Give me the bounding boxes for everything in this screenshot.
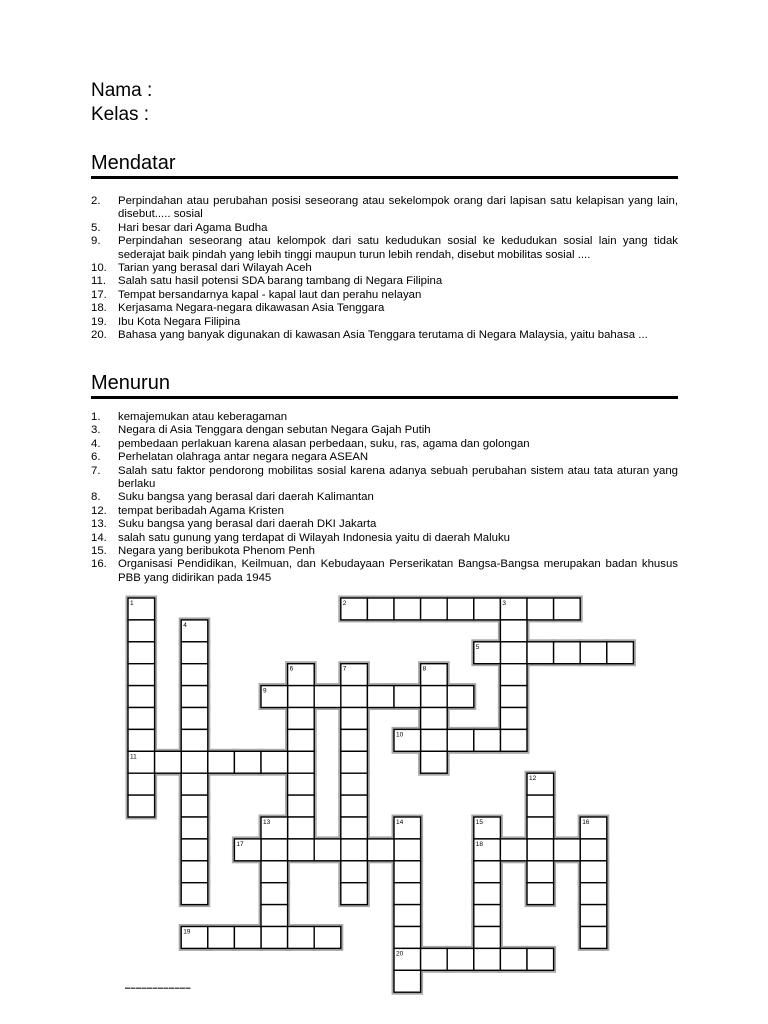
down-title: Menurun [91, 372, 170, 394]
grid-cell[interactable] [500, 839, 527, 861]
grid-clue-number: 20 [396, 950, 404, 958]
grid-cell[interactable] [527, 795, 554, 817]
clue-number: 10. [91, 262, 107, 275]
grid-cell[interactable] [607, 642, 634, 664]
grid-clue-number: 19 [183, 928, 191, 936]
across-title: Mendatar [91, 152, 176, 174]
grid-cell[interactable] [447, 948, 474, 970]
grid-cell[interactable] [181, 729, 208, 751]
clue-number: 19. [91, 315, 107, 328]
grid-clue-number: 14 [396, 819, 404, 826]
grid-cell[interactable] [181, 708, 208, 730]
grid-cell[interactable] [580, 883, 607, 905]
clue-text: Perhelatan olahraga antar negara negara ASEAN [118, 451, 369, 464]
grid-clue-number: 7 [342, 665, 347, 673]
clue-number: 13. [91, 518, 107, 531]
grid-cell[interactable] [500, 664, 527, 686]
clue-text: Suku bangsa yang berasal dari daerah Kalimantan [118, 491, 374, 504]
grid-cell[interactable] [181, 861, 208, 883]
grid-cell[interactable] [341, 686, 368, 708]
grid-cell[interactable] [341, 708, 368, 730]
clue-text: tempat beribadah Agama Kristen [118, 504, 284, 517]
grid-cell[interactable] [181, 642, 208, 664]
clue-text: Bahasa yang banyak digunakan di kawasan Asia Tenggara terutama di Negara Malaysia, yaitu bahasa ... [118, 329, 648, 342]
grid-cell[interactable] [447, 729, 474, 751]
grid-cell[interactable] [181, 686, 208, 708]
grid-cell[interactable] [421, 729, 448, 751]
grid-cell[interactable] [394, 598, 421, 620]
clue-number: 2. [91, 195, 101, 207]
grid-cell[interactable] [208, 751, 235, 773]
grid-cell[interactable] [261, 927, 288, 949]
grid-cell[interactable] [128, 708, 155, 730]
grid-cell[interactable] [128, 773, 155, 795]
grid-cell[interactable] [394, 861, 421, 883]
grid-cell[interactable] [181, 883, 208, 905]
grid-cell[interactable] [288, 773, 315, 795]
grid-cell[interactable] [500, 729, 527, 751]
grid-cell[interactable] [527, 642, 554, 664]
clue-number: 20. [91, 329, 107, 342]
grid-cell[interactable] [261, 861, 288, 883]
grid-cell[interactable] [128, 686, 155, 708]
grid-clue-number: 16 [582, 819, 590, 826]
grid-clue-number: 15 [475, 819, 484, 826]
grid-cell[interactable] [474, 598, 501, 620]
grid-cell[interactable] [128, 664, 155, 686]
grid-clue-number: 13 [263, 819, 271, 826]
clue-text: Suku bangsa yang berasal dari daerah DKI Jakarta [118, 518, 377, 531]
grid-clue-number: 1 [130, 600, 134, 607]
grid-cell[interactable] [128, 795, 155, 817]
clue-text: Salah satu faktor pendorong mobilitas sosial karena adanya sebuah perubahan sistem atau tata aturan yang berlaku [118, 464, 678, 491]
clue-text: Tarian yang berasal dari Wilayah Aceh [118, 262, 312, 275]
grid-cell[interactable] [527, 817, 554, 839]
clue-text: salah satu gunung yang terdapat di Wilayah Indonesia yaitu di daerah Maluku [118, 531, 510, 544]
grid-cell[interactable] [341, 795, 368, 817]
grid-cell[interactable] [341, 839, 368, 861]
grid-cell[interactable] [181, 664, 208, 686]
grid-cell[interactable] [500, 642, 527, 664]
grid-cell[interactable] [474, 927, 501, 949]
grid-cell[interactable] [341, 861, 368, 883]
grid-cell[interactable] [500, 686, 527, 708]
grid-cell[interactable] [341, 883, 368, 905]
grid-cell[interactable] [288, 751, 315, 773]
clue-number: 16. [91, 558, 107, 571]
clue-number: 12. [91, 504, 107, 517]
clue-text: Negara yang beribukota Phenom Penh [118, 545, 315, 558]
grid-cell[interactable] [367, 598, 394, 620]
grid-cell[interactable] [554, 598, 581, 620]
clue-number: 8. [91, 491, 101, 504]
grid-cell[interactable] [421, 708, 448, 730]
footer-watermark: ▬▬▬▬▬▬▬▬▬▬▬▬ [125, 985, 191, 991]
grid-cell[interactable] [181, 817, 208, 839]
clue-text: Kerjasama Negara-negara dikawasan Asia Tenggara [118, 302, 385, 315]
grid-cell[interactable] [527, 839, 554, 861]
clue-number: 17. [91, 288, 107, 301]
grid-cell[interactable] [341, 773, 368, 795]
grid-cell[interactable] [155, 751, 182, 773]
grid-cell[interactable] [367, 839, 394, 861]
grid-cell[interactable] [580, 905, 607, 927]
grid-cell[interactable] [234, 927, 261, 949]
grid-cell[interactable] [500, 708, 527, 730]
grid-cell[interactable] [341, 817, 368, 839]
grid-cell[interactable] [474, 905, 501, 927]
clue-text: Perpindahan atau perubahan posisi seseorang atau sekelompok orang dari lapisan satu kelapisan yang lain, disebut..... sosial [118, 195, 678, 221]
grid-cell[interactable] [288, 817, 315, 839]
grid-cell[interactable] [314, 839, 341, 861]
clue-text: Ibu Kota Negara Filipina [118, 315, 241, 328]
grid-clue-number: 9 [263, 687, 267, 695]
grid-cell[interactable] [288, 708, 315, 730]
clue-number: 11. [91, 275, 106, 288]
grid-cell[interactable] [128, 642, 155, 664]
grid-clue-number: 3 [502, 600, 507, 607]
grid-clue-number: 4 [183, 621, 187, 629]
grid-cell[interactable] [447, 686, 474, 708]
grid-cell[interactable] [128, 729, 155, 751]
grid-cell[interactable] [394, 883, 421, 905]
grid-clue-number: 11 [130, 753, 137, 761]
grid-cell[interactable] [181, 839, 208, 861]
grid-cell[interactable] [421, 686, 448, 708]
grid-cell[interactable] [394, 970, 421, 992]
grid-cell[interactable] [128, 620, 155, 642]
grid-cell[interactable] [314, 927, 341, 949]
grid-cell[interactable] [500, 948, 527, 970]
grid-clue-number: 6 [289, 665, 294, 673]
grid-cell[interactable] [288, 729, 315, 751]
grid-clue-number: 12 [529, 775, 537, 783]
clue-number: 15. [91, 545, 107, 558]
grid-cell[interactable] [394, 905, 421, 927]
grid-cell[interactable] [288, 927, 315, 949]
grid-cell[interactable] [421, 598, 448, 620]
clue-number: 9. [91, 235, 101, 248]
name-label: Nama : [91, 80, 153, 101]
clue-number: 6. [91, 451, 101, 464]
clue-text: Negara di Asia Tenggara dengan sebutan Negara Gajah Putih [118, 424, 431, 437]
grid-cell[interactable] [288, 686, 315, 708]
clue-text: kemajemukan atau keberagaman [118, 411, 288, 423]
clue-text: Organisasi Pendidikan, Keilmuan, dan Kebudayaan Perserikatan Bangsa-Bangsa merupakan badan khusus PBB yang didirikan pada 1945 [118, 558, 678, 584]
grid-cell[interactable] [208, 927, 235, 949]
clue-number: 18. [91, 302, 107, 315]
grid-cell[interactable] [341, 751, 368, 773]
grid-clue-number: 10 [396, 731, 404, 739]
grid-cell[interactable] [447, 598, 474, 620]
grid-cell[interactable] [261, 751, 288, 773]
grid-cell[interactable] [261, 905, 288, 927]
grid-clue-number: 8 [422, 665, 427, 673]
clue-text: pembedaan perlakuan karena alasan perbedaan, suku, ras, agama dan golongan [118, 437, 530, 450]
grid-clue-number: 2 [342, 600, 347, 607]
grid-cell[interactable] [367, 686, 394, 708]
grid-cell[interactable] [554, 839, 581, 861]
grid-clue-number: 18 [475, 840, 484, 848]
clue-number: 5. [91, 221, 101, 234]
grid-cell[interactable] [181, 795, 208, 817]
clue-number: 4. [91, 437, 101, 450]
grid-cell[interactable] [527, 948, 554, 970]
clue-text: Salah satu hasil potensi SDA barang tambang di Negara Filipina [118, 275, 443, 288]
grid-cell[interactable] [314, 686, 341, 708]
grid-cell[interactable] [181, 773, 208, 795]
grid-cell[interactable] [181, 751, 208, 773]
grid-clue-number: 5 [475, 643, 480, 651]
clue-text: Perpindahan seseorang atau kelompok dari satu kedudukan sosial ke kedudukan sosial lain yang tidak sederajat baik pindah yang lebih tinggi maupun turun lebih rendah, disebut mobilitas sosial .... [118, 235, 678, 261]
grid-cell[interactable] [261, 883, 288, 905]
grid-cell[interactable] [341, 729, 368, 751]
grid-cell[interactable] [394, 927, 421, 949]
grid-cell[interactable] [288, 839, 315, 861]
grid-clue-number: 17 [236, 840, 244, 848]
clue-number: 14. [91, 531, 107, 544]
grid-cell[interactable] [527, 861, 554, 883]
grid-cell[interactable] [421, 948, 448, 970]
grid-cell[interactable] [394, 686, 421, 708]
grid-cell[interactable] [421, 751, 448, 773]
grid-cell[interactable] [580, 861, 607, 883]
grid-cell[interactable] [527, 598, 554, 620]
clue-number: 3. [91, 424, 101, 437]
grid-cell[interactable] [474, 883, 501, 905]
clue-number: 1. [91, 411, 101, 423]
clue-number: 7. [91, 464, 101, 477]
grid-cell[interactable] [234, 751, 261, 773]
grid-cell[interactable] [580, 642, 607, 664]
class-label: Kelas : [91, 104, 150, 125]
clue-text: Tempat bersandarnya kapal - kapal laut dan perahu nelayan [118, 288, 422, 301]
grid-cell[interactable] [580, 927, 607, 949]
grid-cell[interactable] [474, 729, 501, 751]
grid-cell[interactable] [500, 620, 527, 642]
grid-cell[interactable] [527, 883, 554, 905]
grid-cell[interactable] [580, 839, 607, 861]
grid-cell[interactable] [288, 795, 315, 817]
grid-cell[interactable] [261, 839, 288, 861]
grid-cell[interactable] [474, 861, 501, 883]
grid-cell[interactable] [554, 642, 581, 664]
clue-text: Hari besar dari Agama Budha [118, 221, 268, 234]
grid-cell[interactable] [474, 948, 501, 970]
grid-cell[interactable] [394, 839, 421, 861]
